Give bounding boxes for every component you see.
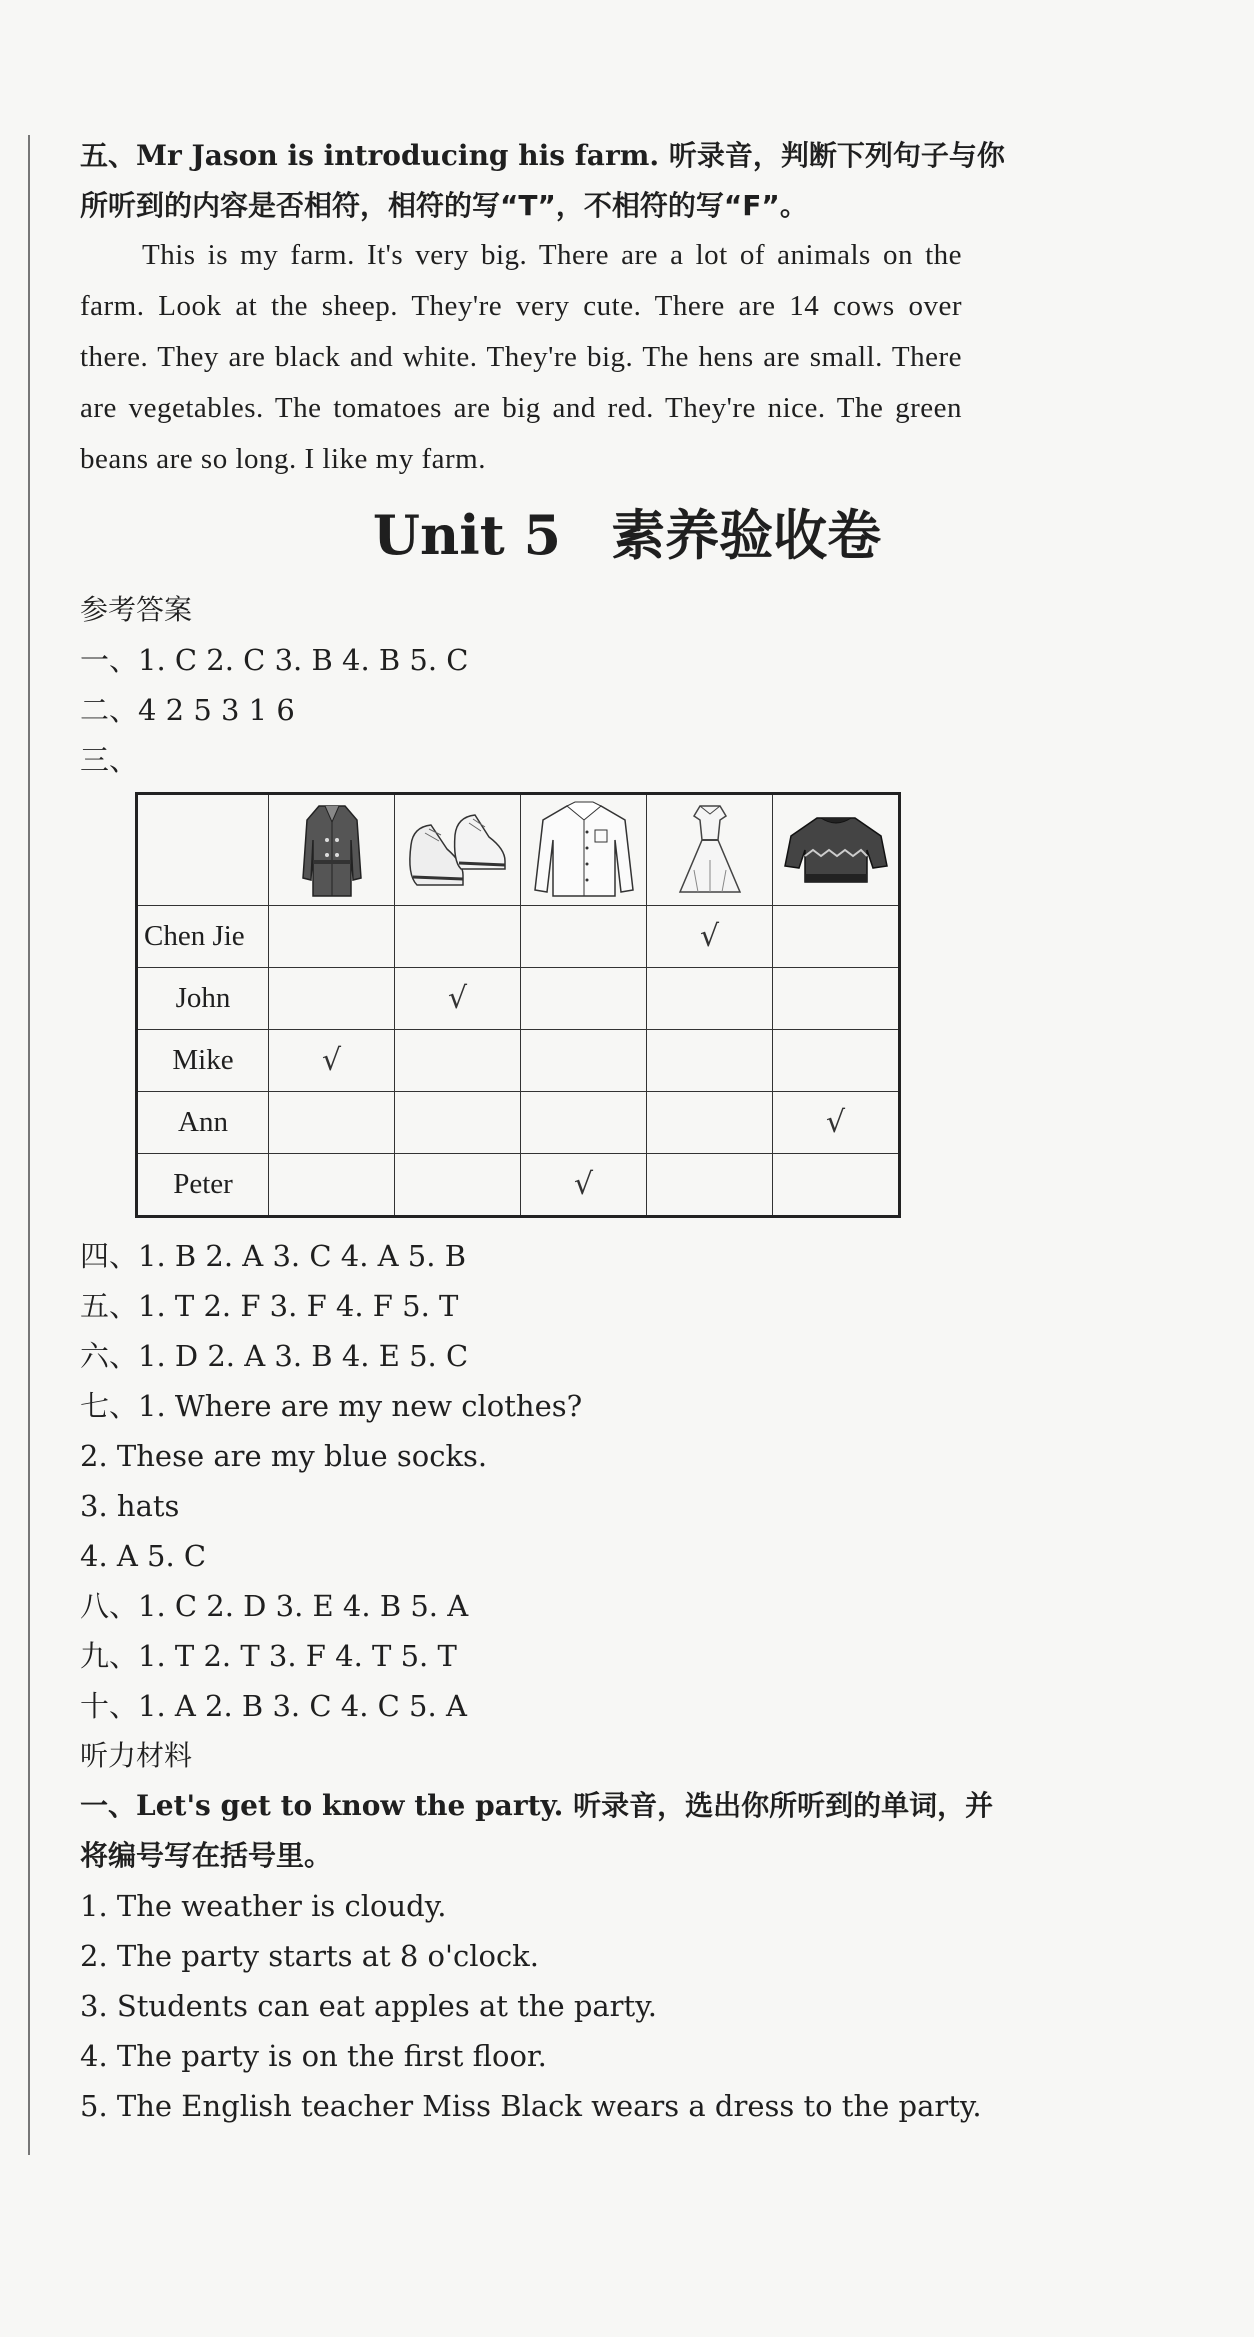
header-sneakers-cell xyxy=(395,794,521,906)
table-cell xyxy=(395,1154,521,1217)
clothes-table xyxy=(135,792,901,1218)
farm-heading-line2: 所听到的内容是否相符，相符的写“T”，不相符的写“F”。 xyxy=(80,189,808,222)
answer-q8: 八、1. C 2. D 3. E 4. B 5. A xyxy=(80,1589,469,1623)
shirt-icon xyxy=(529,800,639,900)
table-cell xyxy=(395,1092,521,1154)
header-shirt-cell xyxy=(521,794,647,906)
farm-heading-cn-1: 听录音，判断下列句子与你 xyxy=(659,139,1005,172)
listening-heading xyxy=(80,1786,993,1826)
table-row xyxy=(137,1154,900,1217)
table-cell xyxy=(269,1030,395,1092)
margin-rule xyxy=(28,135,30,2155)
check-mark: √ xyxy=(825,1105,846,1140)
table-cell xyxy=(269,1154,395,1217)
answer-q7-2: 2. These are my blue socks. xyxy=(80,1439,488,1473)
unit-title: Unit 5 xyxy=(372,503,562,567)
table-cell xyxy=(269,1092,395,1154)
answer-q3: 三、 xyxy=(80,743,139,777)
answer-q9: 九、1. T 2. T 3. F 4. T 5. T xyxy=(80,1639,457,1673)
table-cell xyxy=(269,968,395,1030)
table-cell xyxy=(647,1030,773,1092)
farm-heading-prefix: 五、 xyxy=(80,139,137,172)
check-mark: √ xyxy=(321,1043,342,1078)
listening-heading-cn-1: 听录音，选出你所听到的单词，并 xyxy=(563,1789,994,1822)
listening-item: 5. The English teacher Miss Black wears a dress to the party. xyxy=(80,2089,982,2123)
table-cell xyxy=(773,906,900,968)
table-cell xyxy=(521,1092,647,1154)
table-row xyxy=(137,1092,900,1154)
listening-item: 2. The party starts at 8 o'clock. xyxy=(80,1939,539,1973)
table-cell xyxy=(773,1154,900,1217)
answer-q10: 十、1. A 2. B 3. C 4. C 5. A xyxy=(80,1689,467,1723)
listening-heading-prefix: 一、 xyxy=(80,1789,137,1822)
answers-label: 参考答案 xyxy=(80,593,193,626)
dress-icon xyxy=(670,800,750,900)
coat-icon xyxy=(297,800,367,900)
table-cell xyxy=(647,1092,773,1154)
answer-q7-4: 4. A 5. C xyxy=(80,1539,207,1573)
farm-heading-en: Mr Jason is introducing his farm. xyxy=(136,139,660,172)
answer-q2: 二、4 2 5 3 1 6 xyxy=(80,693,295,727)
header-sweater-cell xyxy=(773,794,900,906)
listening-heading-en: Let's get to know the party. xyxy=(136,1789,564,1822)
row-name: John xyxy=(137,968,269,1030)
table-row xyxy=(137,1030,900,1092)
unit-title-cn: 素养验收卷 xyxy=(611,504,882,567)
sneakers-icon xyxy=(403,805,513,895)
farm-paragraph: This is my farm. It's very big. There are a lot of animals on the farm. Look at the sheep. They're very cute. There are 14 cows over there. They are black and white. They're big. The hens are small. There are vegetables. The tomatoes are big and red. They're nice. The green beans are so long. I like my farm. xyxy=(80,239,962,475)
table-cell xyxy=(521,906,647,968)
row-name: Chen Jie xyxy=(137,906,269,968)
check-mark: √ xyxy=(699,919,720,954)
header-dress-cell xyxy=(647,794,773,906)
answer-q1: 一、1. C 2. C 3. B 4. B 5. C xyxy=(80,643,469,677)
answer-q7-3: 3. hats xyxy=(80,1489,180,1523)
table-cell xyxy=(773,968,900,1030)
table-cell xyxy=(269,906,395,968)
table-cell xyxy=(647,906,773,968)
table-cell xyxy=(647,1154,773,1217)
table-cell xyxy=(647,968,773,1030)
check-mark: √ xyxy=(573,1167,594,1202)
check-mark: √ xyxy=(447,981,468,1016)
listening-item: 4. The party is on the first floor. xyxy=(80,2039,547,2073)
row-name: Ann xyxy=(137,1092,269,1154)
answer-q4: 四、1. B 2. A 3. C 4. A 5. B xyxy=(80,1239,467,1273)
table-cell xyxy=(395,968,521,1030)
table-row xyxy=(137,968,900,1030)
farm-heading xyxy=(80,136,1005,176)
answer-q7-1: 七、1. Where are my new clothes? xyxy=(80,1389,583,1423)
answer-q5: 五、1. T 2. F 3. F 4. F 5. T xyxy=(80,1289,459,1323)
header-empty-cell xyxy=(137,794,269,906)
table-cell xyxy=(773,1030,900,1092)
listening-item: 1. The weather is cloudy. xyxy=(80,1889,447,1923)
table-cell xyxy=(773,1092,900,1154)
table-row xyxy=(137,906,900,968)
listening-item: 3. Students can eat apples at the party. xyxy=(80,1989,657,2023)
table-cell xyxy=(395,1030,521,1092)
row-name: Mike xyxy=(137,1030,269,1092)
row-name: Peter xyxy=(137,1154,269,1217)
table-header-row xyxy=(137,794,900,906)
table-cell xyxy=(521,968,647,1030)
table-cell xyxy=(521,1154,647,1217)
listening-heading-line2: 将编号写在括号里。 xyxy=(80,1839,333,1872)
header-coat-cell xyxy=(269,794,395,906)
table-cell xyxy=(521,1030,647,1092)
listening-label: 听力材料 xyxy=(80,1739,193,1772)
answer-q6: 六、1. D 2. A 3. B 4. E 5. C xyxy=(80,1339,469,1373)
sweater-icon xyxy=(781,810,891,890)
page-title xyxy=(0,500,1254,571)
table-cell xyxy=(395,906,521,968)
